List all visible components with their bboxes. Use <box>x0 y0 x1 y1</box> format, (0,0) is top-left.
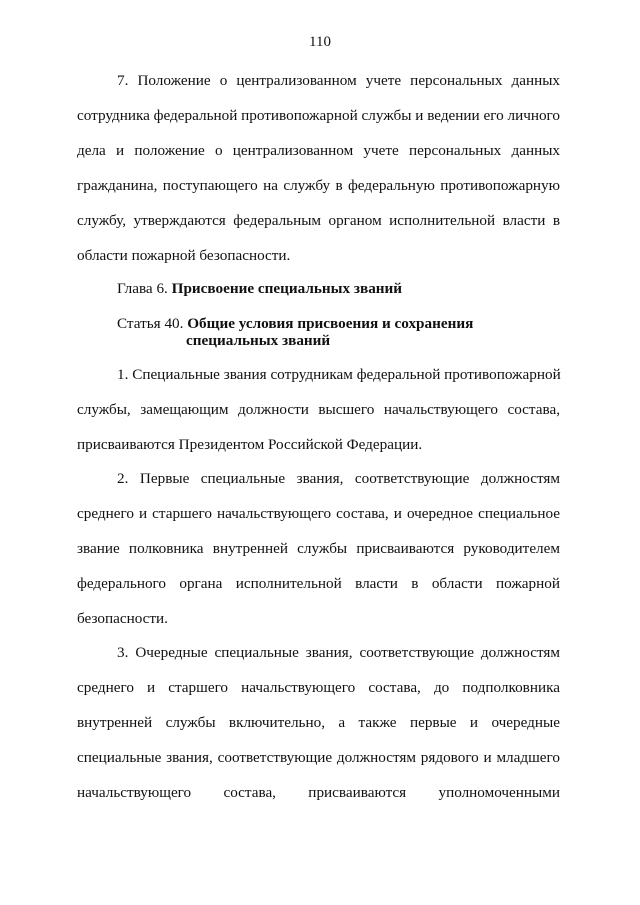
paragraph-7-line-1: 7. Положение о централизованном учете персональных данных <box>117 72 560 89</box>
paragraph-7-line-5: службу, утверждаются федеральным органом исполнительной власти в <box>77 212 560 229</box>
item-3-line-1: 3. Очередные специальные звания, соответствующие должностям <box>117 644 560 661</box>
item-3-line-5: начальствующего состава, присваиваются уполномоченными <box>77 784 560 801</box>
item-2-line-3: звание полковника внутренней службы присваиваются руководителем <box>77 540 560 557</box>
item-1-line-1: 1. Специальные звания сотрудникам федеральной противопожарной <box>117 366 561 383</box>
chapter-title: Присвоение специальных званий <box>171 280 403 297</box>
item-1-line-3: присваиваются Президентом Российской Федерации. <box>77 436 423 453</box>
article-heading <box>117 315 560 333</box>
item-2-line-2: среднего и старшего начальствующего состава, и очередное специальное <box>77 505 560 522</box>
paragraph-7-line-6: области пожарной безопасности. <box>77 247 291 264</box>
item-3-line-3: внутренней службы включительно, а также первые и очередные <box>77 714 560 731</box>
item-2-line-5: безопасности. <box>77 610 168 627</box>
item-1-line-2: службы, замещающим должности высшего начальствующего состава, <box>77 401 560 418</box>
paragraph-7-line-3: дела и положение о централизованном учете персональных данных <box>77 142 560 159</box>
article-label: Статья 40. <box>117 315 184 332</box>
page-number: 110 <box>309 34 331 50</box>
item-2-line-1: 2. Первые специальные звания, соответствующие должностям <box>117 470 560 487</box>
paragraph-7-line-4: гражданина, поступающего на службу в федеральную противопожарную <box>77 177 560 194</box>
article-title-line-1: Общие условия присвоения и сохранения <box>187 315 474 332</box>
item-3-line-4: специальные звания, соответствующие должностям рядового и младшего <box>77 749 560 766</box>
item-2-line-4: федерального органа исполнительной власти в области пожарной <box>77 575 560 592</box>
chapter-label: Глава 6. <box>117 280 168 297</box>
paragraph-7-line-2: сотрудника федеральной противопожарной службы и ведении его личного <box>77 107 560 124</box>
item-3-line-2: среднего и старшего начальствующего состава, до подполковника <box>77 679 560 696</box>
chapter-heading <box>117 280 560 298</box>
article-title-line-2: специальных званий <box>186 332 331 349</box>
